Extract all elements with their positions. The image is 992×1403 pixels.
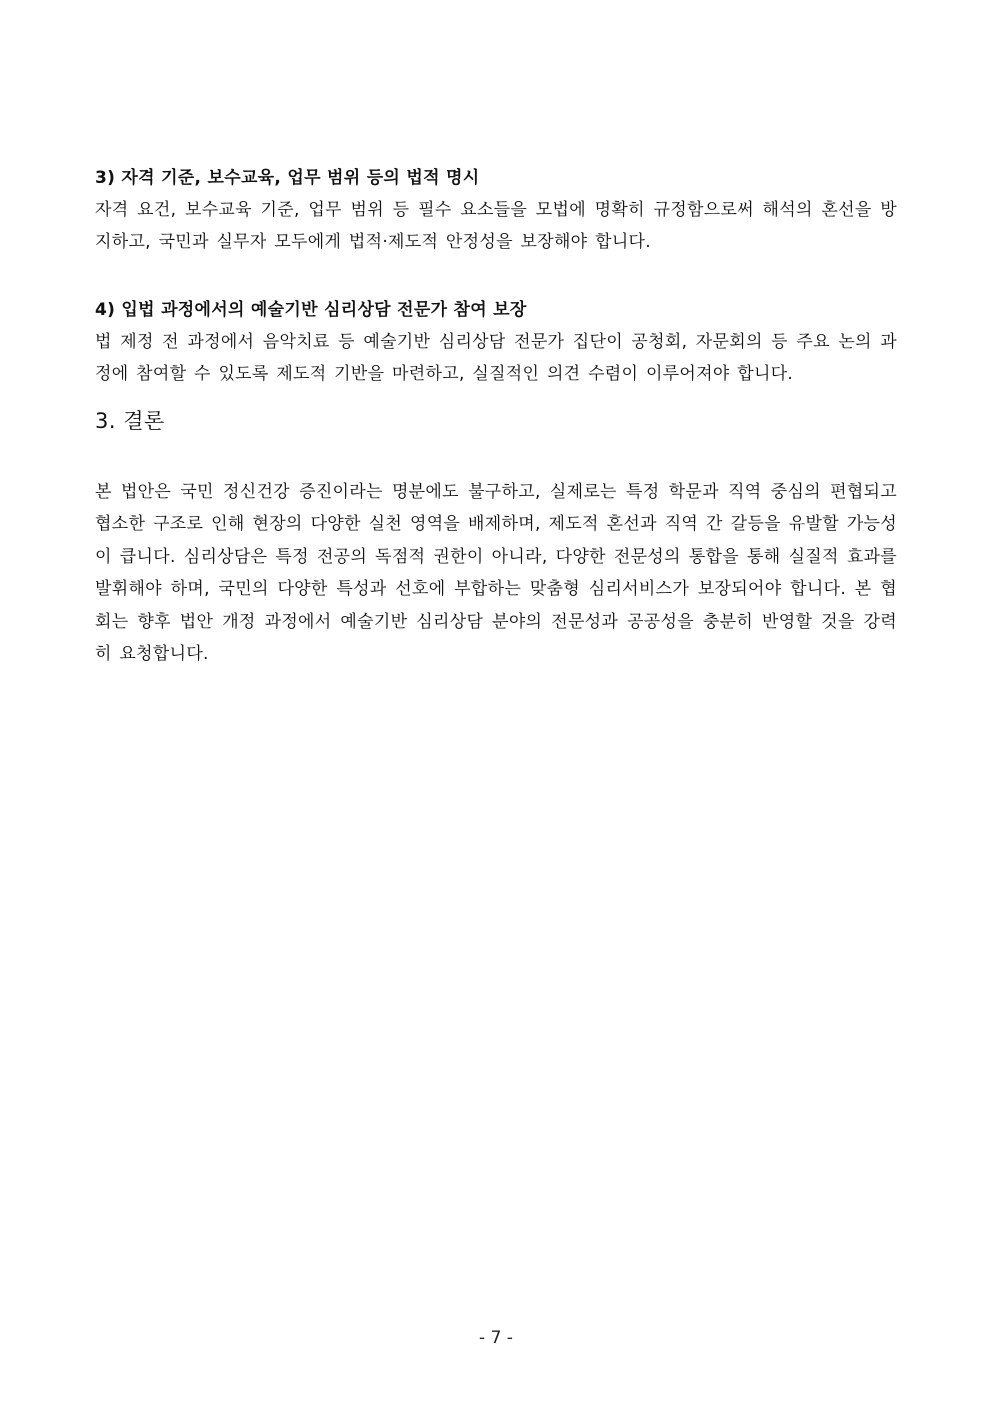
page-number: - 7 - [479, 1328, 513, 1348]
section-3-qualification [95, 162, 897, 258]
section-heading: 3) 자격 기준, 보수교육, 업무 범위 등의 법적 명시 [95, 168, 480, 188]
conclusion-body: 본 법안은 국민 정신건강 증진이라는 명분에도 불구하고, 실제로는 특정 학문과 직역 중심의 편협되고 협소한 구조로 인해 현장의 다양한 실천 영역을 배제하며, 제도적 혼선과 직역 간 갈등을 유발할 가능성이 큽니다. 심리상담은 특정 전공의 독점적 권한이 아니라, 다양한 전문성의 통합을 통해 실질적 효과를 발휘해야 하며, 국민의 다양한 특성과 선호에 부합하는 맞춤형 심리서비스가 보장되어야 합니다. 본 협회는 향후 법안 개정 과정에서 예술기반 심리상담 분야의 전문성과 공공성을 충분히 반영할 것을 강력히 요청합니다. [95, 482, 897, 665]
conclusion-title: 3. 결론 [95, 409, 165, 433]
section-heading: 4) 입법 과정에서의 예술기반 심리상담 전문가 참여 보장 [95, 300, 527, 320]
section-body: 자격 요건, 보수교육 기준, 업무 범위 등 필수 요소들을 모법에 명확히 규정함으로써 해석의 혼선을 방지하고, 국민과 실무자 모두에게 법적·제도적 안정성을 보장해야 합니다. [95, 200, 897, 252]
section-spacer [95, 258, 897, 294]
document-page [95, 162, 897, 670]
section-4-participation [95, 294, 897, 390]
section-body: 법 제정 전 과정에서 음악치료 등 예술기반 심리상담 전문가 집단이 공청회, 자문회의 등 주요 논의 과정에 참여할 수 있도록 제도적 기반을 마련하고, 실질적인 의견 수렴이 이루어져야 합니다. [95, 332, 897, 384]
